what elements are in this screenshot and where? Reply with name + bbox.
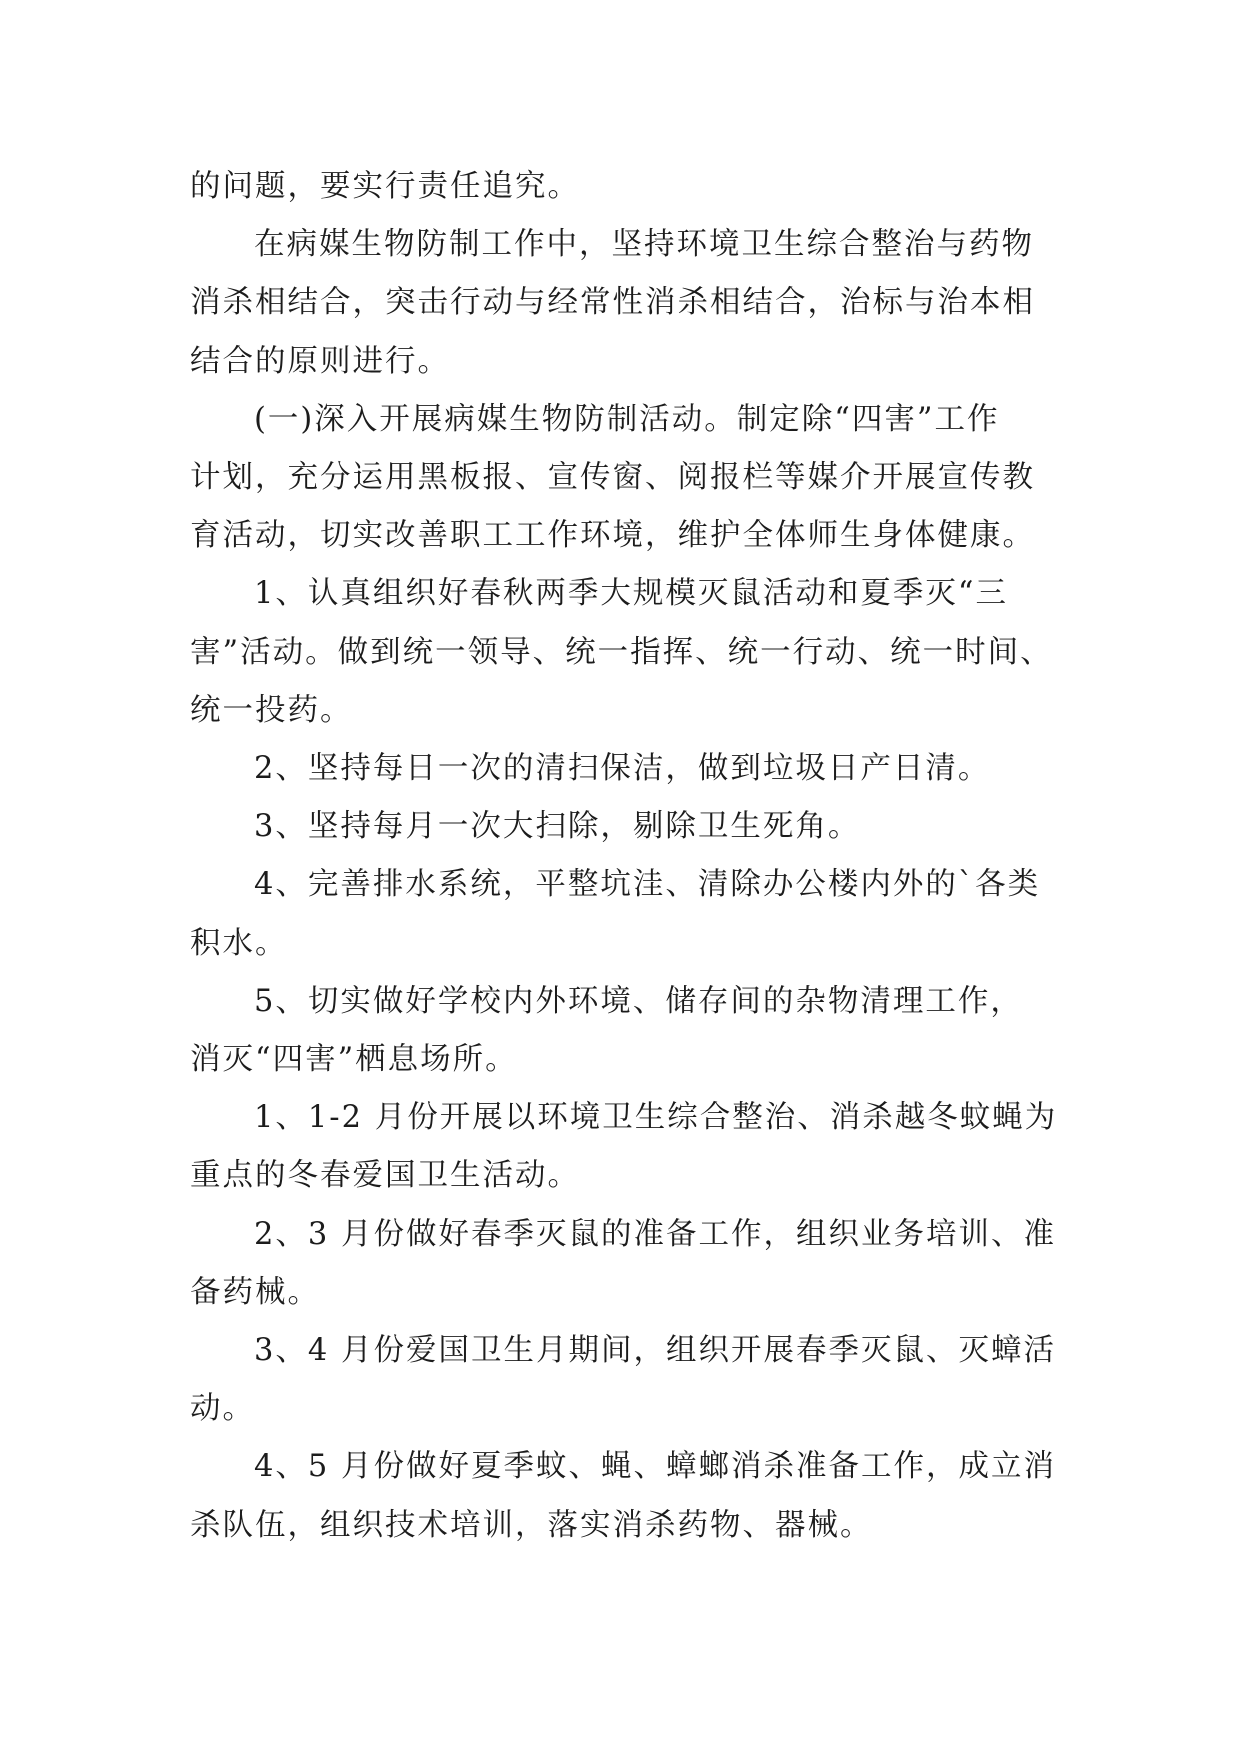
text-line: 害”活动。做到统一领导、统一指挥、统一行动、统一时间、 <box>190 634 1053 670</box>
text-line: 结合的原则进行。 <box>190 343 450 379</box>
text-line: 消灭“四害”栖息场所。 <box>190 1042 518 1078</box>
text-line: 积水。 <box>190 925 288 961</box>
text-line: 动。 <box>190 1391 255 1427</box>
text-line: 2、坚持每日一次的清扫保洁，做到垃圾日产日清。 <box>254 751 991 787</box>
text-line: 在病媒生物防制工作中，坚持环境卫生综合整治与药物 <box>254 227 1034 263</box>
text-line: 的问题，要实行责任追究。 <box>190 169 580 204</box>
text-line: 3、4 月份爱国卫生月期间，组织开展春季灭鼠、灭蟑活 <box>254 1333 1057 1369</box>
text-line: 计划，充分运用黑板报、宣传窗、阅报栏等媒介开展宣传教 <box>190 460 1035 496</box>
text-line: 消杀相结合，突击行动与经常性消杀相结合，治标与治本相 <box>190 285 1035 321</box>
text-line: 1、1-2 月份开展以环境卫生综合整治、消杀越冬蚊蝇为 <box>254 1100 1058 1136</box>
text-line: 3、坚持每月一次大扫除，剔除卫生死角。 <box>254 809 861 845</box>
text-line: 5、切实做好学校内外环境、储存间的杂物清理工作， <box>254 983 1023 1019</box>
text-line: 统一投药。 <box>190 692 353 728</box>
text-line: 杀队伍，组织技术培训，落实消杀药物、器械。 <box>190 1507 873 1543</box>
text-line: 4、完善排水系统，平整坑洼、清除办公楼内外的`各类 <box>254 867 1041 903</box>
text-line: (一)深入开展病媒生物防制活动。制定除“四害”工作 <box>254 401 1000 437</box>
text-line: 1、认真组织好春秋两季大规模灭鼠活动和夏季灭“三 <box>254 576 1008 612</box>
text-line: 备药械。 <box>190 1274 320 1310</box>
text-line: 2、3 月份做好春季灭鼠的准备工作，组织业务培训、准 <box>254 1216 1057 1252</box>
text-line: 重点的冬春爱国卫生活动。 <box>190 1158 580 1194</box>
document-body <box>190 158 1070 1555</box>
text-line: 育活动，切实改善职工工作环境，维护全体师生身体健康。 <box>190 518 1035 554</box>
text-line: 4、5 月份做好夏季蚊、蝇、蟑螂消杀准备工作，成立消 <box>254 1449 1057 1485</box>
